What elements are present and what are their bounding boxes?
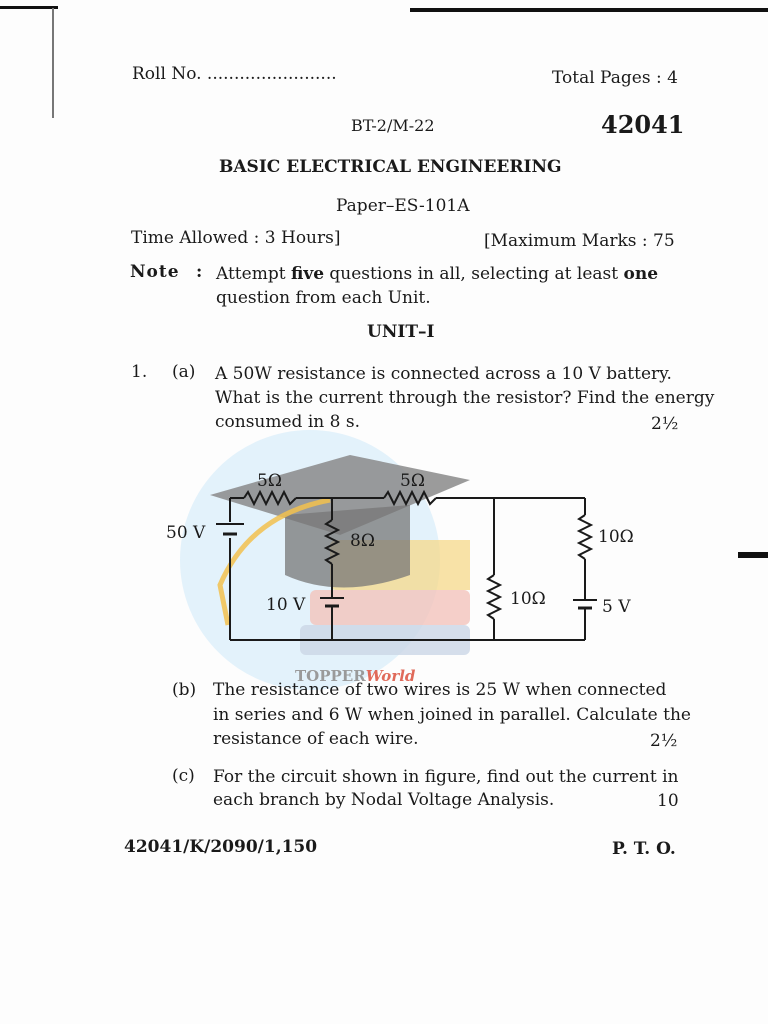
scan-mark-right [738,552,768,558]
q1b-label: (b) [172,680,197,700]
circuit-diagram [160,460,660,650]
watermark-text-a: TOPPER [295,667,366,685]
label-r2: 5Ω [400,471,425,491]
q1a-label: (a) [172,362,196,382]
roll-no: Roll No. ........................ [132,64,337,84]
note-colon: : [196,262,203,282]
label-v2: 10 V [266,595,306,615]
resistor-5ohm-left [244,492,296,504]
q1c-label: (c) [172,766,195,786]
q1a-line-2: What is the current through the resistor? Find the energy [215,388,715,408]
q1c-line-2: each branch by Nodal Voltage Analysis. [213,790,555,810]
note-one: one [623,264,659,284]
scan-edge-left [0,6,58,9]
subject-title: BASIC ELECTRICAL ENGINEERING [219,157,562,177]
q1a-line-3: consumed in 8 s. [215,412,360,432]
label-r4: 10Ω [510,589,546,609]
q1-number: 1. [131,362,148,382]
scan-edge-left-vertical [52,8,54,118]
resistor-10ohm-mid [488,575,500,619]
q1a-line-1: A 50W resistance is connected across a 10 V battery. [215,364,672,384]
time-allowed: Time Allowed : 3 Hours] [131,228,341,248]
paper-code: Paper–ES-101A [336,196,470,216]
resistor-10ohm-right [579,515,591,559]
label-v1: 50 V [166,523,206,543]
note-label: Note [130,262,180,282]
label-v3: 5 V [602,597,631,617]
paper-number: 42041 [601,110,685,139]
exam-code: BT-2/M-22 [351,116,435,135]
q1b-line-2: in series and 6 W when joined in parallel. Calculate the [213,705,691,725]
footer-code: 42041/K/2090/1,150 [124,837,318,857]
circuit-svg [160,460,660,650]
scan-edge-top [410,8,768,12]
label-r1: 5Ω [257,471,282,491]
total-pages: Total Pages : 4 [552,68,678,88]
note-line-1-a: Attempt [216,264,291,284]
q1b-line-1: The resistance of two wires is 25 W when connected [213,680,667,700]
q1b-line-3: resistance of each wire. [213,729,419,749]
resistor-5ohm-right [384,492,436,504]
q1a-marks: 2½ [651,414,679,434]
note-line-2: question from each Unit. [216,288,431,308]
resistor-8ohm [326,520,338,564]
max-marks: [Maximum Marks : 75 [484,231,675,251]
note-line-1-c: questions in all, selecting at least [324,264,624,284]
label-r3: 8Ω [350,531,375,551]
note-line-1 [216,264,658,284]
q1c-line-1: For the circuit shown in figure, find out the current in [213,767,679,787]
label-r5: 10Ω [598,527,634,547]
footer-pto: P. T. O. [612,839,676,859]
q1c-marks: 10 [657,791,679,811]
unit-title: UNIT–I [367,322,435,342]
note-five: five [290,264,325,284]
watermark-text-b: World [365,667,416,685]
q1b-marks: 2½ [650,731,678,751]
